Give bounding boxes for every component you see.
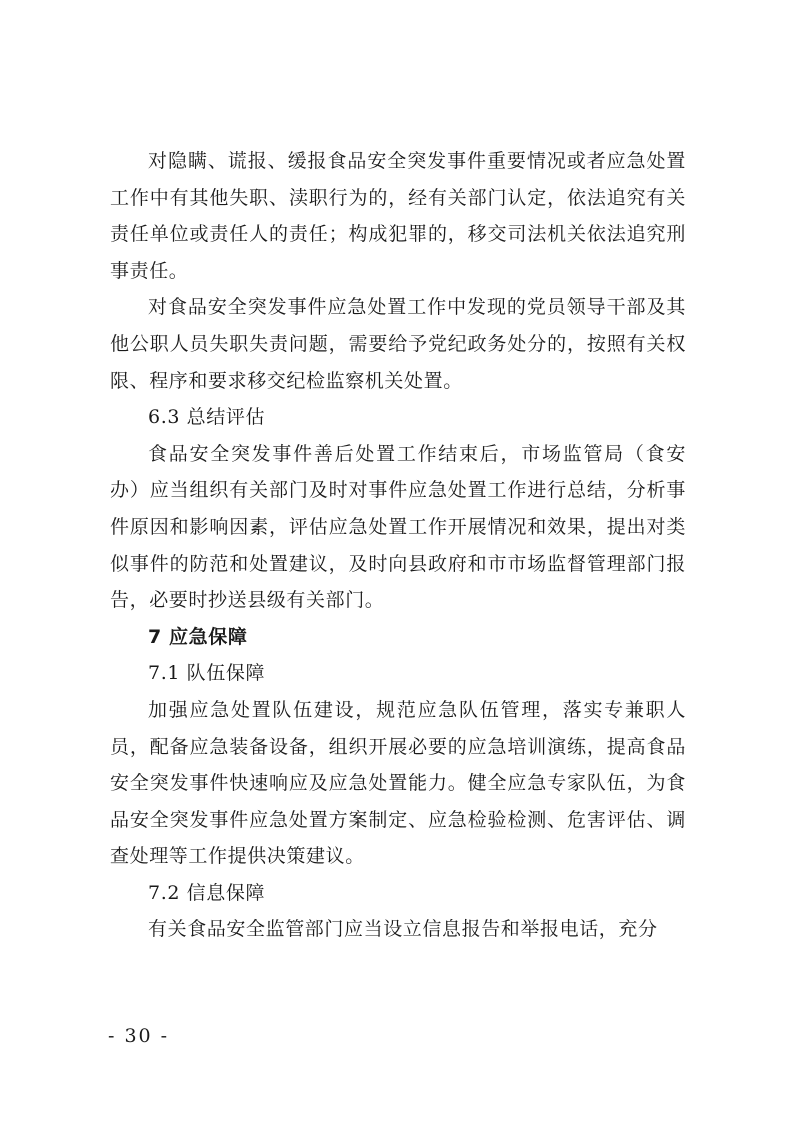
paragraph-information-support: 有关食品安全监管部门应当设立信息报告和举报电话，充分 bbox=[148, 918, 658, 941]
paragraph-party-discipline: 对食品安全突发事件应急处置工作中发现的党员领导干部及其他公职人员失职失责问题，需要给予党纪政务处分的，按照有关权限、程序和要求移交纪检监察机关处置。 bbox=[110, 296, 686, 392]
document-body bbox=[110, 143, 686, 948]
page-number: - 30 - bbox=[108, 1025, 170, 1047]
paragraph-summary-evaluation: 食品安全突发事件善后处置工作结束后，市场监管局（食安办）应当组织有关部门及时对事件应急处置工作进行总结，分析事件原因和影响因素，评估应急处置工作开展情况和效果，提出对类似事件的防范和处置建议，及时向县政府和市市场监督管理部门报告，必要时抄送县级有关部门。 bbox=[110, 442, 686, 612]
paragraph-team-support: 加强应急处置队伍建设，规范应急队伍管理，落实专兼职人员，配备应急装备设备，组织开展必要的应急培训演练，提高食品安全突发事件快速响应及应急处置能力。健全应急专家队伍，为食品安全突发事件应急处置方案制定、应急检验检测、危害评估、调查处理等工作提供决策建议。 bbox=[110, 698, 686, 868]
section-heading-6-3: 6.3 总结评估 bbox=[148, 406, 266, 429]
paragraph-accountability-misconduct: 对隐瞒、谎报、缓报食品安全突发事件重要情况或者应急处置工作中有其他失职、渎职行为的，经有关部门认定，依法追究有关责任单位或责任人的责任；构成犯罪的，移交司法机关依法追究刑事责任。 bbox=[110, 150, 686, 282]
section-heading-7-1: 7.1 队伍保障 bbox=[148, 662, 266, 685]
section-heading-7-2: 7.2 信息保障 bbox=[148, 881, 266, 904]
chapter-heading-7: 7 应急保障 bbox=[148, 625, 248, 648]
